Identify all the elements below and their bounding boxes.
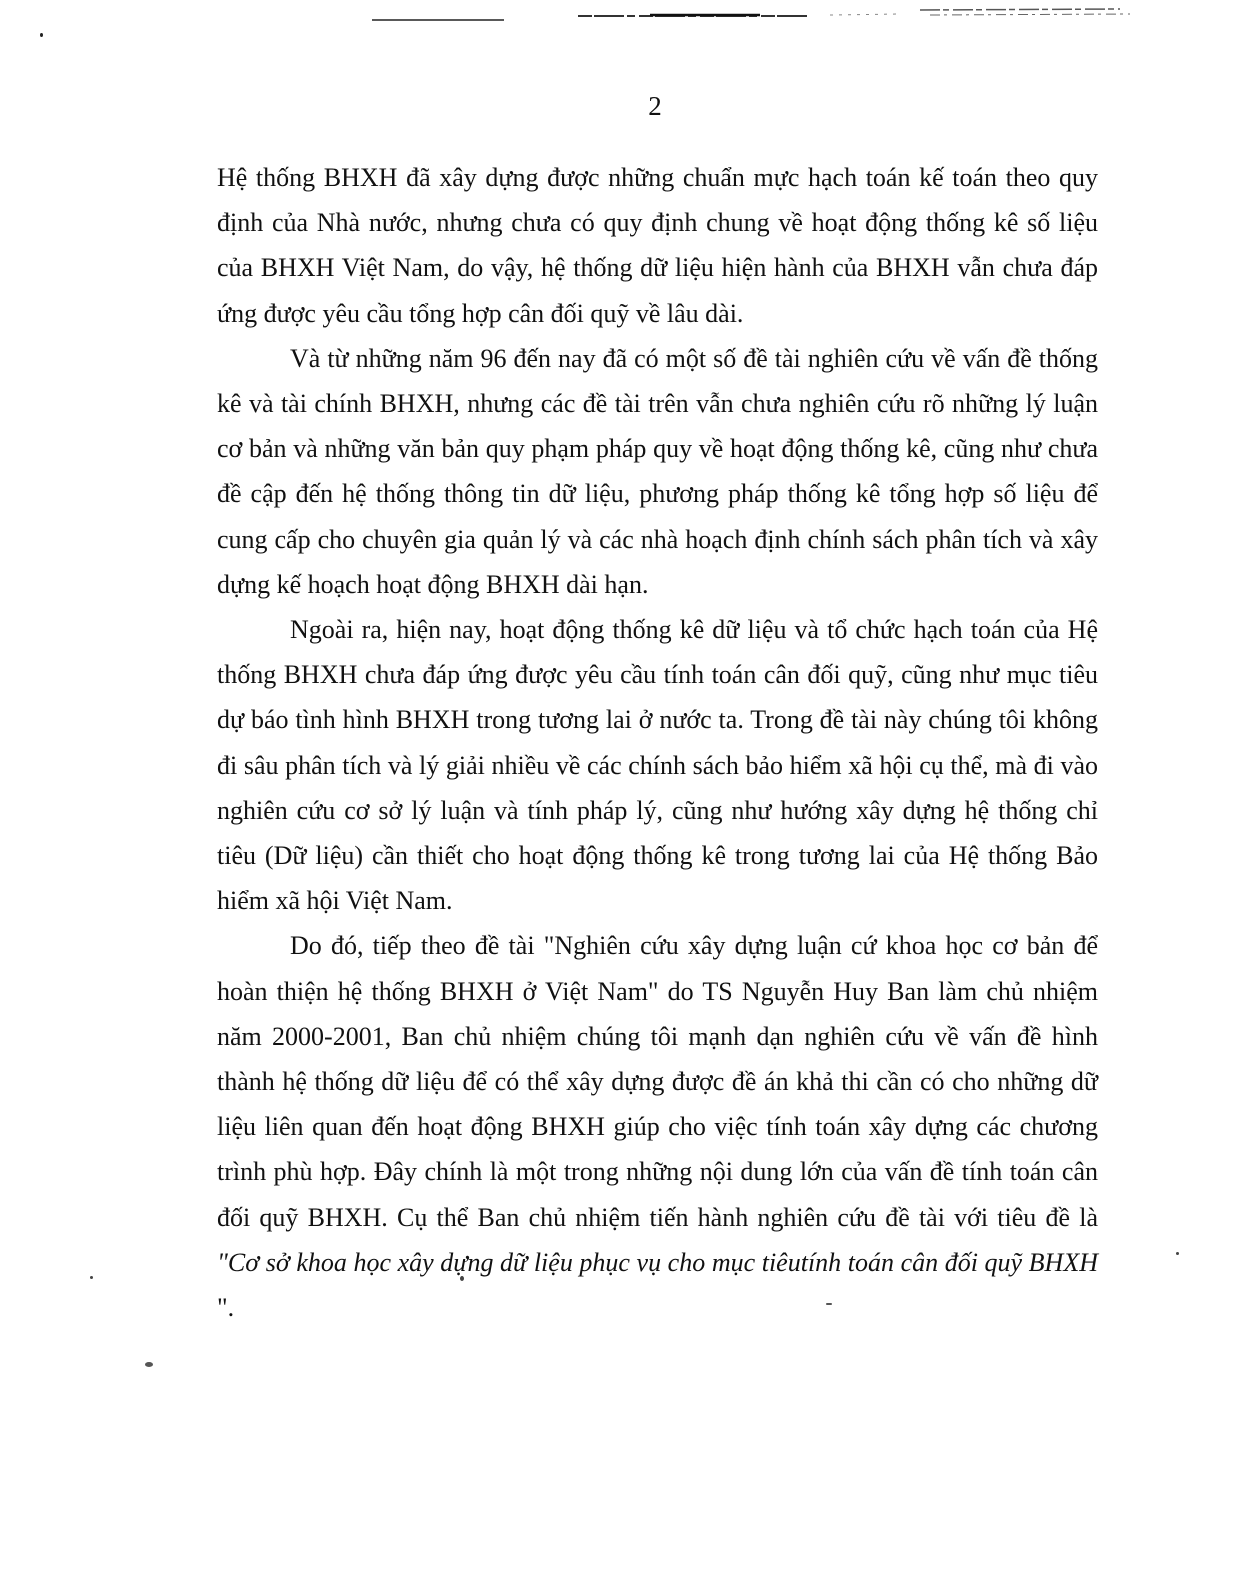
paragraph: Ngoài ra, hiện nay, hoạt động thống kê dữ liệu và tổ chức hạch toán của Hệ thống BHXH chưa đáp ứng được yêu cầu tính toán cân đối quỹ, cũng như mục tiêu dự báo tình hình BHXH trong tương lai ở nước ta. Trong đề tài này chúng tôi không đi sâu phân tích và lý giải nhiều về các chính sách bảo hiểm xã hội cụ thể, mà đi vào nghiên cứu cơ sở lý luận và tính pháp lý, cũng như hướng xây dựng hệ thống chỉ tiêu (Dữ liệu) cần thiết cho hoạt động thống kê trong tương lai của Hệ thống Bảo hiểm xã hội Việt Nam.: [217, 615, 1098, 916]
paragraph-text: Do đó, tiếp theo đề tài "Nghiên cứu xây dựng luận cứ khoa học cơ bản để hoàn thiện hệ thống BHXH ở Việt Nam" do TS Nguyễn Huy Ban làm chủ nhiệm năm 2000-2001, Ban chủ nhiệm chúng tôi mạnh dạn nghiên cứu về vấn đề hình thành hệ thống dữ liệu để có thể xây dựng được đề án khả thi cần có cho những dữ liệu liên quan đến hoạt động BHXH giúp cho việc tính toán xây dựng các chương trình phù hợp. Đây chính là một trong những nội dung lớn của vấn đề tính toán cân đối quỹ BHXH. Cụ thể Ban chủ nhiệm tiến hành nghiên cứu đề tài với tiêu đề là: [217, 931, 1098, 1232]
paragraph: [217, 923, 1098, 1330]
document-body: [217, 155, 1098, 1330]
research-title-italic: "Cơ sở khoa học xây dựng dữ liệu phục vụ cho mục tiêutính toán cân đối quỹ BHXH: [217, 1247, 1098, 1277]
scan-speck: [90, 1276, 93, 1279]
scan-speck: [1176, 1252, 1179, 1255]
scan-speck: [40, 33, 43, 37]
paragraph: Và từ những năm 96 đến nay đã có một số đề tài nghiên cứu về vấn đề thống kê và tài chính BHXH, nhưng các đề tài trên vẫn chưa nghiên cứu rõ những lý luận cơ bản và những văn bản quy phạm pháp quy về hoạt động thống kê, cũng như chưa đề cập đến hệ thống thông tin dữ liệu, phương pháp thống kê tổng hợp số liệu để cung cấp cho chuyên gia quản lý và các nhà hoạch định chính sách phân tích và xây dựng kế hoạch hoạt động BHXH dài hạn.: [217, 343, 1098, 599]
page-number: 2: [648, 91, 662, 121]
paragraph-tail: ".: [217, 1293, 235, 1323]
scan-speck: [145, 1362, 153, 1367]
scan-header-artifacts: [0, 0, 1255, 30]
paragraph: Hệ thống BHXH đã xây dựng được những chuẩn mực hạch toán kế toán theo quy định của Nhà nước, nhưng chưa có quy định chung về hoạt động thống kê số liệu của BHXH Việt Nam, do vậy, hệ thống dữ liệu hiện hành của BHXH vẫn chưa đáp ứng được yêu cầu tổng hợp cân đối quỹ về lâu dài.: [217, 163, 1098, 328]
